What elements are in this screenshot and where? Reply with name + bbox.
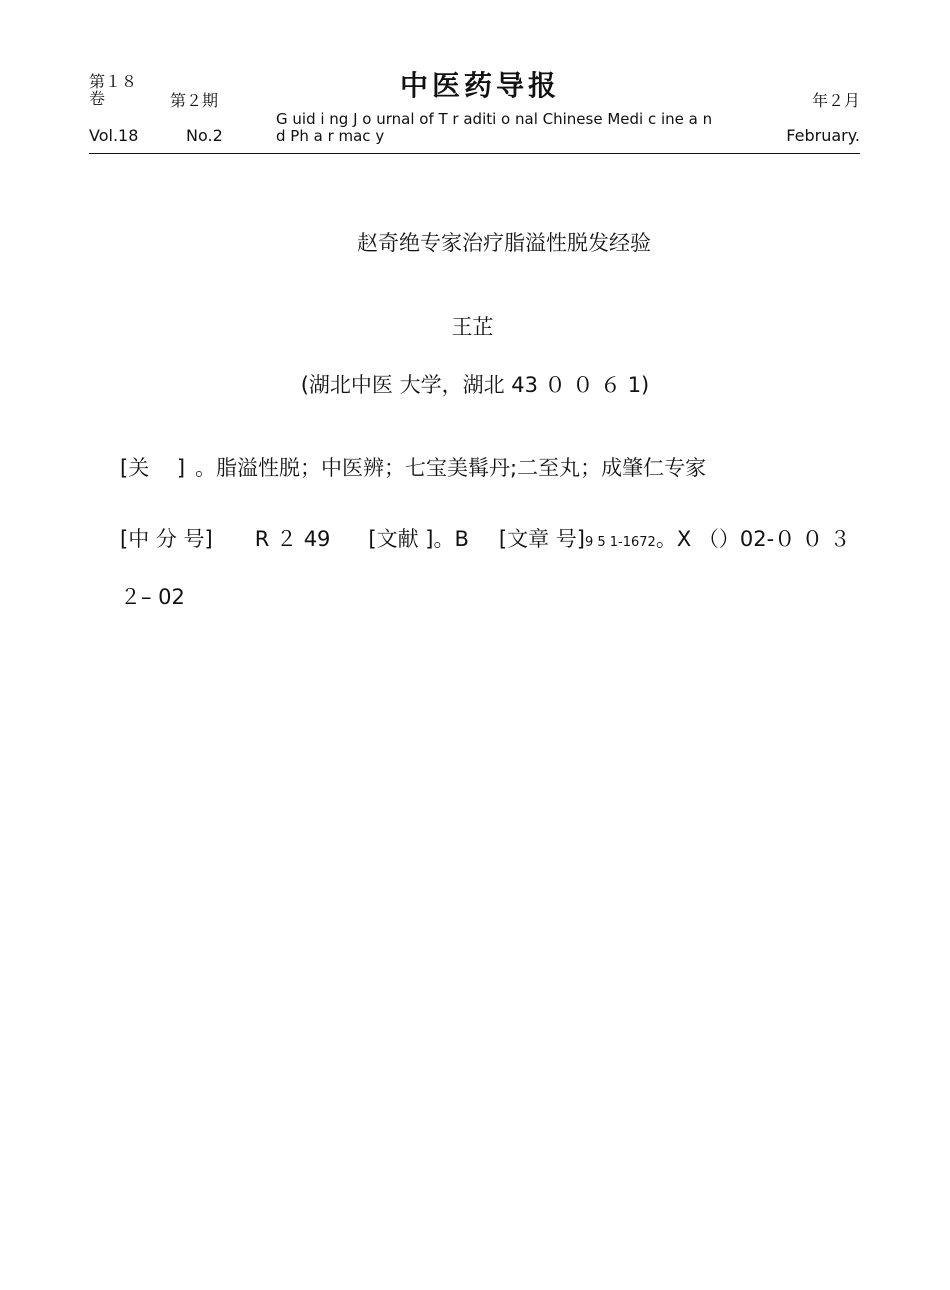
clc-label: [中 分 号]: [120, 527, 213, 551]
article-author: 王芷: [451, 315, 494, 339]
issue-en: No.2: [186, 126, 223, 145]
keywords-label: [关 ]: [120, 456, 186, 480]
journal-name-en: G uid i ng J o urnal of T r aditi o nal Chinese Medi c ine a n d Ph a r mac y: [276, 110, 713, 145]
issue-cn: 第２期: [170, 91, 219, 110]
doc-code-value: 。B: [433, 527, 469, 551]
article-affiliation: (湖北中医 大学，湖北 43 ０ ０ ６ 1): [300, 373, 650, 397]
volume-cn: 第１８卷: [89, 72, 138, 108]
date-cn: 年２月: [811, 91, 860, 110]
keywords-text: 。脂溢性脱；中医辨；七宝美髯丹;二至丸；成肇仁专家: [195, 456, 707, 480]
article-no-value: 。X （）02-０ ０ ３ ２– 02: [120, 527, 851, 609]
clc-value: R ２ 49: [254, 527, 331, 551]
article-title: 赵奇绝专家治疗脂溢性脱发经验: [357, 231, 651, 255]
journal-logo: 中医药导报: [400, 69, 561, 102]
header-rule: [89, 153, 860, 154]
article-no-issn: 9 5 1-1672: [584, 535, 656, 550]
doc-code-label: [文献 ]: [368, 527, 434, 551]
volume-en: Vol.18: [89, 126, 139, 145]
article-no-label: [文章 号]: [498, 527, 585, 551]
classification-block: [120, 512, 860, 624]
date-en: February.: [786, 126, 860, 145]
keywords-line: [120, 452, 706, 482]
